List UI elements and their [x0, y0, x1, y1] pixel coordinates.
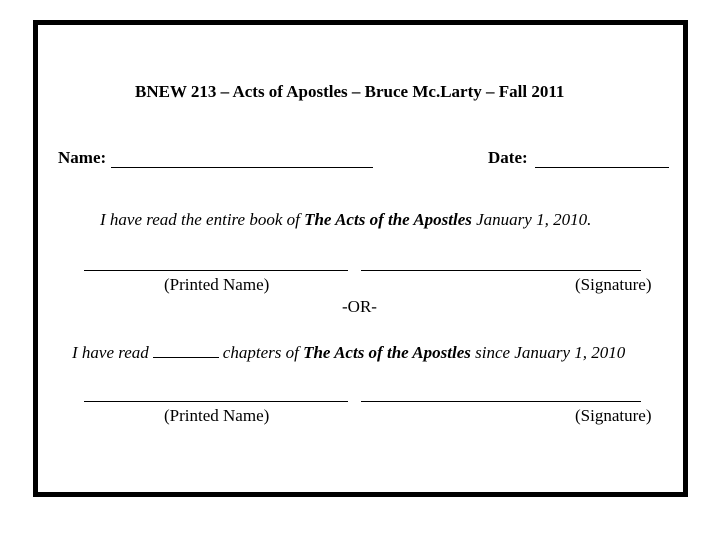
- name-field[interactable]: [111, 149, 373, 168]
- date-label: Date:: [488, 148, 528, 167]
- signature-caption-2: (Signature): [575, 406, 652, 425]
- full-read-statement: [100, 211, 591, 228]
- name-label: Name:: [58, 148, 107, 167]
- partial-read-statement: [72, 343, 625, 361]
- statement2-prefix: I have read: [72, 343, 149, 362]
- or-separator: -OR-: [342, 297, 377, 316]
- statement1-suffix: January 1, 2010.: [471, 210, 592, 229]
- printed-name-line-2[interactable]: [84, 401, 348, 402]
- date-field[interactable]: [535, 149, 669, 168]
- signature-caption-1: (Signature): [575, 275, 652, 294]
- statement2-middle: chapters of: [222, 343, 304, 362]
- statement2-book: The Acts of the Apostles: [303, 343, 471, 362]
- signature-line-1[interactable]: [361, 270, 641, 271]
- form-title: BNEW 213 – Acts of Apostles – Bruce Mc.Larty – Fall 2011: [135, 82, 565, 101]
- printed-name-line-1[interactable]: [84, 270, 348, 271]
- statement1-book: The Acts of the Apostles: [304, 210, 472, 229]
- form-frame: [33, 20, 688, 497]
- statement1-prefix: I have read the entire book of: [100, 210, 305, 229]
- chapters-count-field[interactable]: [153, 343, 219, 358]
- printed-name-caption-1: (Printed Name): [164, 275, 270, 294]
- signature-line-2[interactable]: [361, 401, 641, 402]
- statement2-suffix: since January 1, 2010: [470, 343, 626, 362]
- printed-name-caption-2: (Printed Name): [164, 406, 270, 425]
